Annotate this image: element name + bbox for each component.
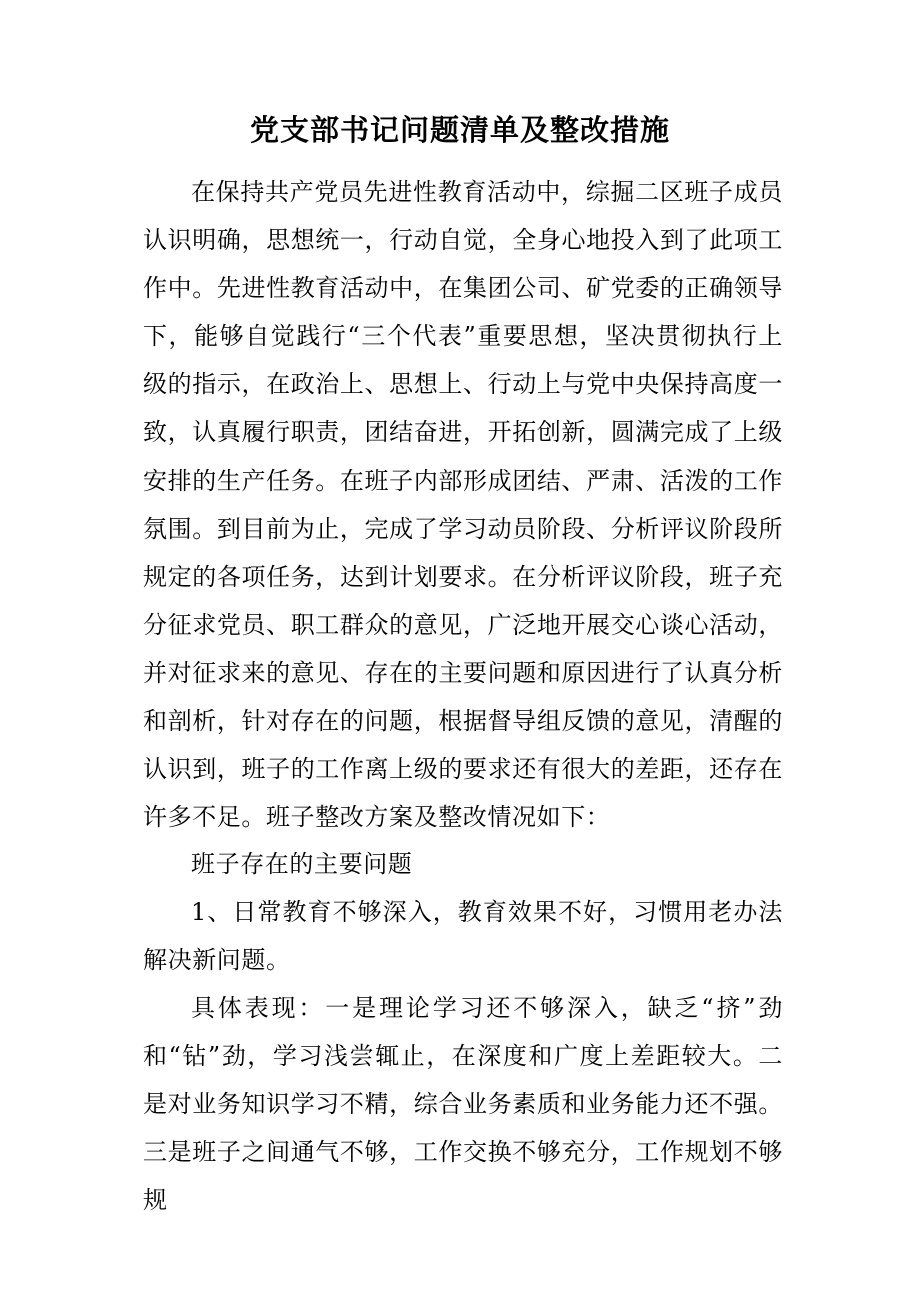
section-heading-main-problems: 班子存在的主要问题 xyxy=(191,850,413,878)
paragraph-intro: 在保持共产党员先进性教育活动中，综掘二区班子成员认识明确，思想统一，行动自觉，全身心地投入到了此项工作中。先进性教育活动中，在集团公司、矿党委的正确领导下，能够自觉践行“三个代表”重要思想，坚决贯彻执行上级的指示，在政治上、思想上、行动上与党中央保持高度一致，认真履行职责，团结奋进，开拓创新，圆满完成了上级安排的生产任务。在班子内部形成团结、严肃、活泼的工作氛围。到目前为止，完成了学习动员阶段、分析评议阶段所规定的各项任务，达到计划要求。在分析评议阶段，班子充分征求党员、职工群众的意见，广泛地开展交心谈心活动，并对征求来的意见、存在的主要问题和原因进行了认真分析和剖析，针对存在的问题，根据督导组反馈的意见，清醒的认识到，班子的工作离上级的要求还有很大的差距，还存在许多不足。班子整改方案及整改情况如下： xyxy=(143,178,783,832)
document-title: 党支部书记问题清单及整改措施 xyxy=(249,113,670,147)
problem-item-1: 1、日常教育不够深入，教育效果不好，习惯用老办法解决新问题。 xyxy=(143,898,783,975)
paragraph-specific-manifestations: 具体表现：一是理论学习还不够深入，缺乏“挤”劲和“钻”劲，学习浅尝辄止，在深度和广度上差距较大。二是对业务知识学习不精，综合业务素质和业务能力还不强。三是班子之间通气不够，工作交换不够充分，工作规划不够规 xyxy=(143,994,783,1215)
